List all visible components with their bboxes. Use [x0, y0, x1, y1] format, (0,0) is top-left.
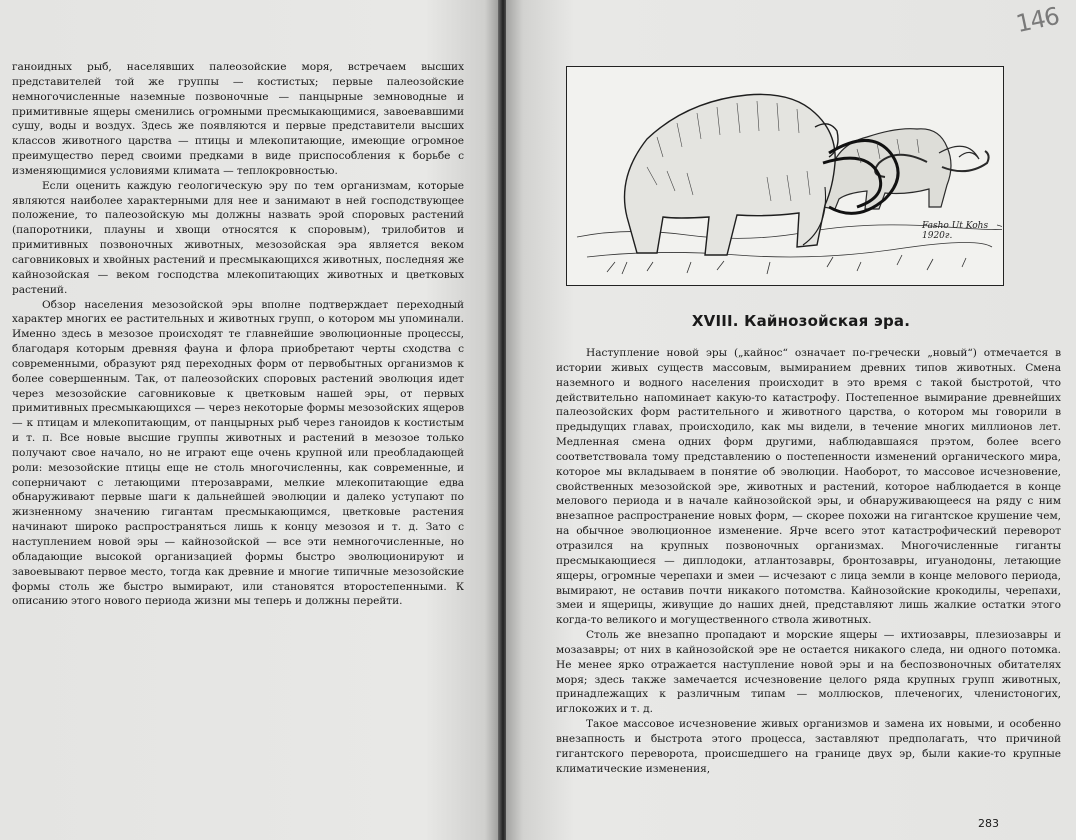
page-number: 283 [978, 817, 999, 830]
right-paragraph-2: Столь же внезапно пропадают и морские ящеры — ихтиозавры, плезиозавры и мозазавры; от них в кайнозойской эре не остается никакого следа, ни одного потомка. Не менее ярко отражается наступление новой эры и на беспозвоночных обитателях моря; здесь также замечается исчезновение целого ряда крупных групп животных, принадлежащих к различным типам — моллюсков, плеченогих, членистоногих, иглокожих и т. д. [556, 629, 1061, 716]
right-page-text [556, 346, 1061, 776]
left-paragraph-1: ганоидных рыб, населявших палеозойские моря, встречаем высших представителей той же группы — костистых; первые палеозойские немногочисленные наземные позвоночные — панцырные земноводные и примитивные ящеры сменились огромными пресмыкающимися, завоевавшими сушу, воды и воздух. Здесь же появляются и первые представители высших классов животного царства — птицы и млекопитающие, имеющие огромное преимущество перед своими предками в виде приспособления к борьбе с изменяющимися условиями климата — теплокровностью. [12, 61, 464, 177]
mammoth-drawing [567, 67, 1002, 284]
mammoth-illustration [566, 66, 1004, 286]
right-paragraph-3: Такое массовое исчезновение живых организмов и замена их новыми, и особенно внезапность и быстрота этого процесса, заставляют предполагать, что причиной гигантского переворота, происшедшего на границе двух эр, были какие-то крупные климатические изменения, [556, 718, 1061, 775]
right-page [506, 0, 1076, 840]
artist-signature: Fasho Ut Kohs 1920г. [922, 221, 989, 241]
right-paragraph-1: Наступление новой эры („кайнос“ означает по-гречески „новый“) отмечается в истории живых существ массовым, вымиранием древних типов животных. Смена наземного и водного населения происходит в это время с такой быстротой, что действительно напоминает какую-то катастрофу. Постепенное вымирание древнейших палеозойских форм растительного и животного царства, о котором мы говорили в предыдущих главах, происходило, как мы видели, в течение многих миллионов лет. Медленная смена одних форм другими, наблюдавшаяся прэтом, более всего соответствовала тому представлению о постепенности изменений органического мира, которое мы вкладываем в понятие об эволюции. Наоборот, то массовое исчезновение, свойственных мезозойской эре, животных и растений, которое наблюдается в конце мелового периода и в начале кайнозойской эры, и обнаруживающееся на ряду с ним внезапное распространение новых форм, — скорее похожи на гигантское крушение чем, на обычное эволюционное изменение. Ярче всего этот катастрофический переворот отразился на крупных позвоночных организмах. Многочисленные гиганты пресмыкающиеся — диплодоки, атлантозавры, бронтозавры, игуанодоны, летающие ящеры, огромные черепахи и змеи — исчезают с лица земли в конце мелового периода, вымирают, не оставив почти никакого потомства. Кайнозойские крокодилы, черепахи, змеи и ящерицы, живущие до наших дней, представляют лишь жалкие остатки этого когда-то великого и могущественного ствола животных. [556, 347, 1061, 627]
left-paragraph-2: Если оценить каждую геологическую эру по тем организмам, которые являются наиболее характерными для нее и занимают в ней господствующее положение, то палеозойскую мы должны назвать эрой споровых растений (папоротники, плауны и хвощи относятся к споровым), трилобитов и примитивных позвоночных животных, мезозойская эра является веком саговниковых и хвойных растений и пресмыкающихся животных, последняя же кайнозойская — веком господства млекопитающих животных и цветковых растений. [12, 179, 464, 296]
chapter-heading: XVIII. Кайнозойская эра. [691, 312, 911, 330]
left-paragraph-3: Обзор населения мезозойской эры вполне подтверждает переходный характер многих ее растительных и животных групп, о котором мы упоминали. Именно здесь в мезозое происходят те главнейшие эволюционные процессы, благодаря которым древняя фауна и флора приобретают черты сходства с современными, образуют ряд переходных форм от первобытных организмов к более совершенным. Так, от палеозойских споровых растений эволюция идет через мезозойские саговниковые к цветковым нашей эры, от первых примитивных пресмыкающихся — через некоторые формы мезозойских ящеров — к птицам и млекопитающим, от панцырных рыб через ганоидов к костистым и т. п. Все новые высшие группы животных и растений в мезозое только получают свое начало, но не играют еще очень крупной или преобладающей роли: мезозойские птицы еще не столь многочисленны, как современные, и соперничают с летающими птерозаврами, мелкие млекопитающие едва обнаруживают первые шаги к дальнейшей эволюции и далеко уступают по жизненному значению гигантам пресмыкающимся, цветковые растения начинают широко распространяться лишь к концу мезозоя и т. д. Зато с наступлением новой эры — кайнозойской — все эти немногочисленные, но обладающие высокой организацией формы быстро эволюционируют и завоевывают первое место, тогда как древние и многие типичные мезозойские формы столь же быстро вымирают, или становятся второстепенными. К описанию этого нового периода жизни мы теперь и должны перейти. [12, 298, 464, 608]
left-page-text [12, 60, 464, 609]
handwritten-page-mark: 146 [1013, 1, 1062, 39]
left-page [0, 0, 500, 840]
